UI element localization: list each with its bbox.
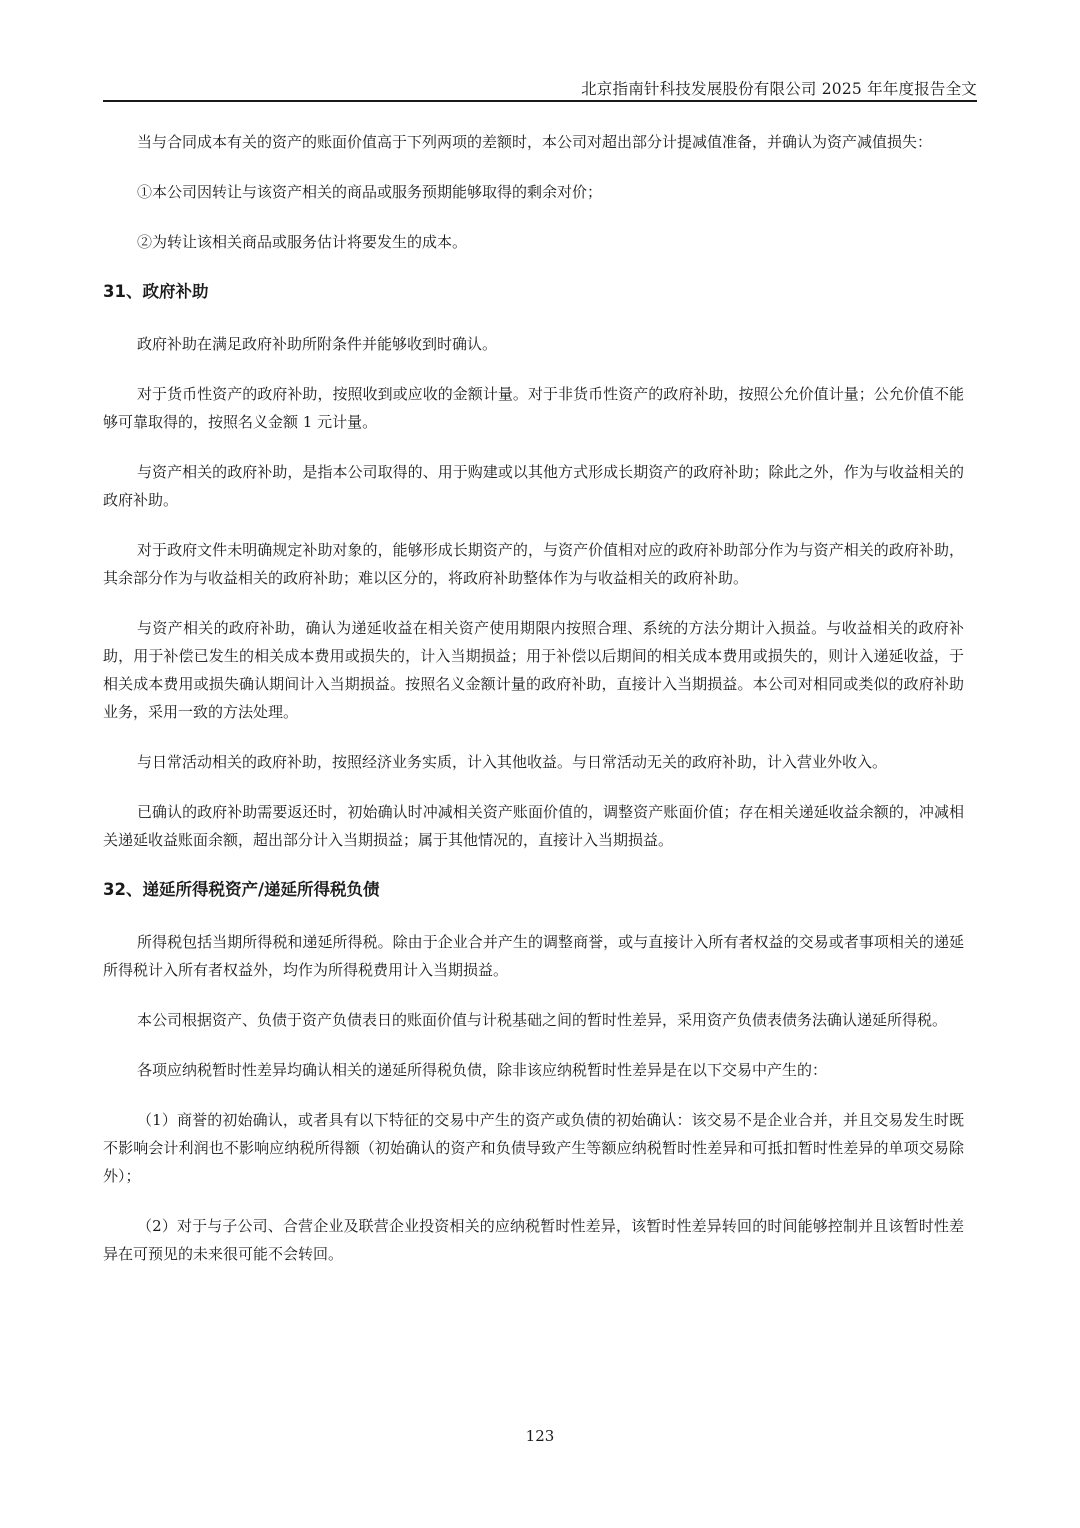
section-31-paragraph-3: 与资产相关的政府补助，是指本公司取得的、用于购建或以其他方式形成长期资产的政府补助；除此之外，作为与收益相关的政府补助。 bbox=[103, 463, 964, 509]
page-number: 123 bbox=[525, 1427, 555, 1445]
section-32-item-1: （1）商誉的初始确认，或者具有以下特征的交易中产生的资产或负债的初始确认：该交易不是企业合并，并且交易发生时既不影响会计利润也不影响应纳税所得额（初始确认的资产和负债导致产生等额应纳税暂时性差异和可抵扣暂时性差异的单项交易除外）； bbox=[103, 1111, 964, 1185]
page-body bbox=[103, 128, 964, 1290]
section-31-paragraph-4: 对于政府文件未明确规定补助对象的，能够形成长期资产的，与资产价值相对应的政府补助部分作为与资产相关的政府补助，其余部分作为与收益相关的政府补助；难以区分的，将政府补助整体作为与收益相关的政府补助。 bbox=[103, 541, 964, 587]
section-31-paragraph-2: 对于货币性资产的政府补助，按照收到或应收的金额计量。对于非货币性资产的政府补助，按照公允价值计量；公允价值不能够可靠取得的，按照名义金额 1 元计量。 bbox=[103, 385, 964, 431]
section-31-heading: 31、政府补助 bbox=[103, 282, 209, 301]
intro-paragraph-1: 当与合同成本有关的资产的账面价值高于下列两项的差额时，本公司对超出部分计提减值准备，并确认为资产减值损失： bbox=[137, 133, 933, 151]
section-31-paragraph-1: 政府补助在满足政府补助所附条件并能够收到时确认。 bbox=[137, 335, 498, 353]
section-31-paragraph-7: 已确认的政府补助需要返还时，初始确认时冲减相关资产账面价值的，调整资产账面价值；存在相关递延收益余额的，冲减相关递延收益账面余额，超出部分计入当期损益；属于其他情况的，直接计入当期损益。 bbox=[103, 803, 964, 849]
section-32-heading: 32、递延所得税资产/递延所得税负债 bbox=[103, 880, 380, 899]
intro-item-2: ②为转让该相关商品或服务估计将要发生的成本。 bbox=[137, 233, 468, 251]
section-32-paragraph-3: 各项应纳税暂时性差异均确认相关的递延所得税负债，除非该应纳税暂时性差异是在以下交易中产生的： bbox=[137, 1061, 828, 1079]
report-header-title: 北京指南针科技发展股份有限公司 2025 年年度报告全文 bbox=[581, 80, 977, 98]
section-31-paragraph-5: 与资产相关的政府补助，确认为递延收益在相关资产使用期限内按照合理、系统的方法分期计入损益。与收益相关的政府补助，用于补偿已发生的相关成本费用或损失的，计入当期损益；用于补偿以后期间的相关成本费用或损失的，则计入递延收益，于相关成本费用或损失确认期间计入当期损益。按照名义金额计量的政府补助，直接计入当期损益。本公司对相同或类似的政府补助业务，采用一致的方法处理。 bbox=[103, 619, 964, 721]
intro-item-1: ①本公司因转让与该资产相关的商品或服务预期能够取得的剩余对价； bbox=[137, 183, 603, 201]
section-32-paragraph-1: 所得税包括当期所得税和递延所得税。除由于企业合并产生的调整商誉，或与直接计入所有者权益的交易或者事项相关的递延所得税计入所有者权益外，均作为所得税费用计入当期损益。 bbox=[103, 933, 964, 979]
section-32-paragraph-2: 本公司根据资产、负债于资产负债表日的账面价值与计税基础之间的暂时性差异，采用资产负债表债务法确认递延所得税。 bbox=[137, 1011, 948, 1029]
header-divider bbox=[103, 100, 977, 102]
section-32-item-2: （2）对于与子公司、合营企业及联营企业投资相关的应纳税暂时性差异，该暂时性差异转回的时间能够控制并且该暂时性差异在可预见的未来很可能不会转回。 bbox=[103, 1217, 964, 1263]
section-31-paragraph-6: 与日常活动相关的政府补助，按照经济业务实质，计入其他收益。与日常活动无关的政府补助，计入营业外收入。 bbox=[137, 753, 888, 771]
